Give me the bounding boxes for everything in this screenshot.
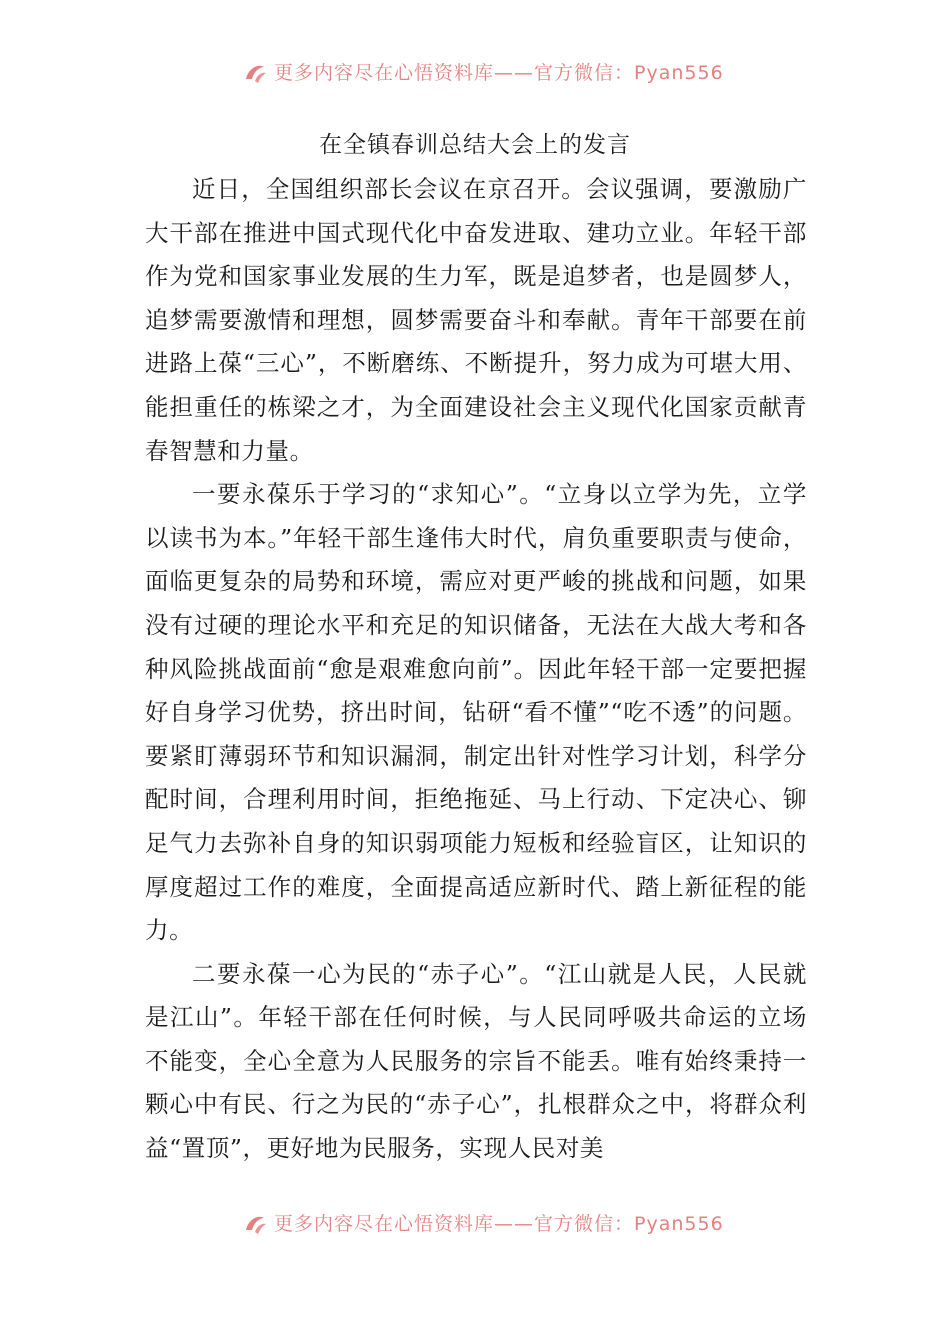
paragraph-point-two: 二要永葆一心为民的“赤子心”。“江山就是人民，人民就是江山”。年轻干部在任何时候，与人民同呼吸共命运的立场不能变，全心全意为人民服务的宗旨不能丢。唯有始终秉持一颗心中有民、行之为民的“赤子心”，扎根群众之中，将群众利益“置顶”，更好地为民服务，实现人民对美 bbox=[145, 959, 807, 1163]
footer-watermark bbox=[0, 1203, 950, 1237]
document-title: 在全镇春训总结大会上的发言 bbox=[319, 132, 631, 158]
watermark-text: 更多内容尽在心悟资料库——官方微信：Pyan556 bbox=[274, 62, 724, 84]
watermark-text: 更多内容尽在心悟资料库——官方微信：Pyan556 bbox=[274, 1213, 724, 1235]
header-watermark bbox=[0, 52, 950, 86]
paragraph-point-one: 一要永葆乐于学习的“求知心”。“立身以立学为先，立学以读书为本。”年轻干部生逢伟大时代，肩负重要职责与使命，面临更复杂的局势和环境，需应对更严峻的挑战和问题，如果没有过硬的理论水平和充足的知识储备，无法在大战大考和各种风险挑战面前“愈是艰难愈向前”。因此年轻干部一定要把握好自身学习优势，挤出时间，钻研“看不懂”“吃不透”的问题。要紧盯薄弱环节和知识漏洞，制定出针对性学习计划，科学分配时间，合理利用时间，拒绝拖延、马上行动、下定决心、铆足气力去弥补自身的知识弱项能力短板和经验盲区，让知识的厚度超过工作的难度，全面提高适应新时代、踏上新征程的能力。 bbox=[145, 480, 807, 945]
document-body bbox=[145, 168, 807, 1171]
watermark-logo-icon bbox=[242, 59, 268, 85]
watermark-logo-icon bbox=[242, 1210, 268, 1236]
paragraph-intro: 近日，全国组织部长会议在京召开。会议强调，要激励广大干部在推进中国式现代化中奋发进取、建功立业。年轻干部作为党和国家事业发展的生力军，既是追梦者，也是圆梦人，追梦需要激情和理想，圆梦需要奋斗和奉献。青年干部要在前进路上葆“三心”，不断磨练、不断提升，努力成为可堪大用、能担重任的栋梁之才，为全面建设社会主义现代化国家贡献青春智慧和力量。 bbox=[145, 175, 807, 465]
